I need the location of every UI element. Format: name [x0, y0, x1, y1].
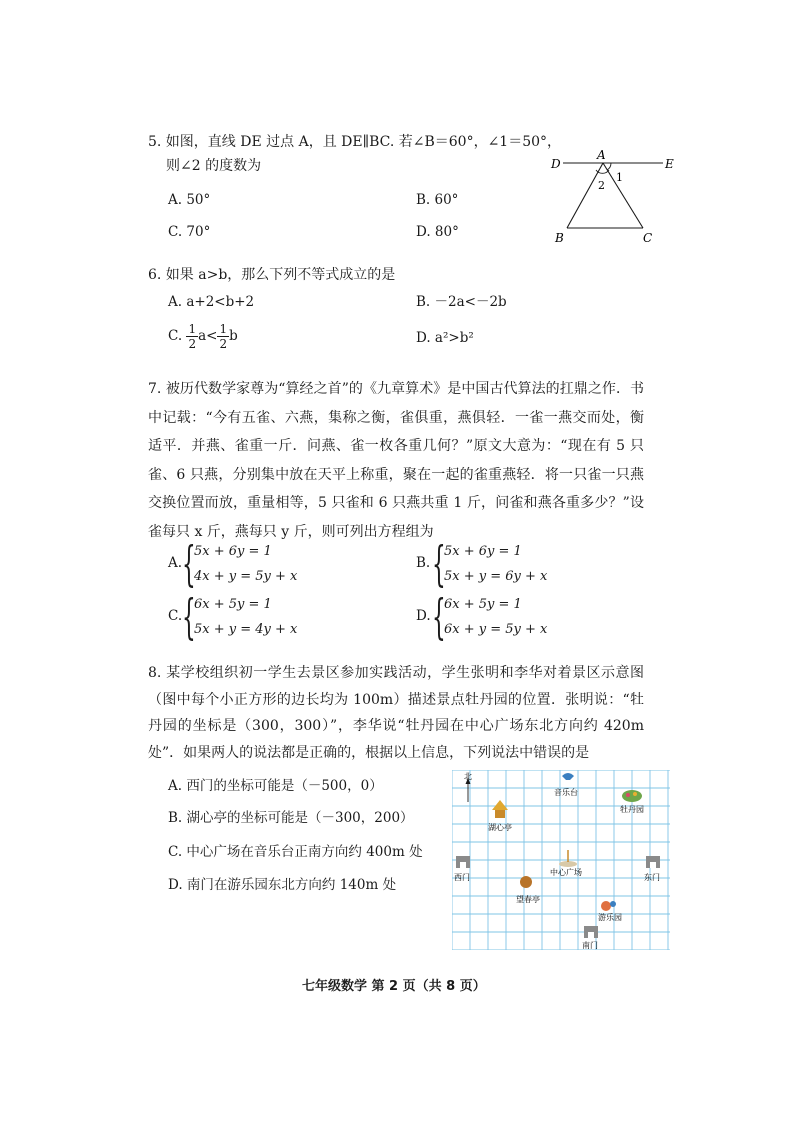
q7-c-eq1: 6x + 5y = 1 — [194, 597, 272, 612]
fig-label-2: 2 — [598, 179, 605, 192]
q7-option-c-system: { 6x + 5y = 1 5x + y = 4y + x — [182, 589, 298, 645]
q5-triangle-figure — [545, 148, 685, 248]
spring-pavilion-icon — [520, 876, 532, 888]
map-east-gate: 东门 — [644, 873, 660, 882]
q8-stem: 8. 某学校组织初一学生去景区参加实践活动，学生张明和李华对着景区示意图（图中每个小正方形的边长均为 100m）描述景点牡丹园的位置．张明说：“牡丹园的坐标是（300，300）”，李华说“牡丹园在中心广场东北方向约 420m 处”．如果两人的说法都是正确的，根据以上信息，下列说法中错误的是 — [148, 665, 644, 761]
q5-option-d: D. 80° — [416, 224, 459, 240]
q7-option-b-label: B. — [416, 555, 431, 571]
q5-stem-line2: 则∠2 的度数为 — [166, 158, 262, 174]
q5-option-b: B. 60° — [416, 192, 459, 208]
q7-d-eq1: 6x + 5y = 1 — [444, 597, 522, 612]
q7-option-d-system: { 6x + 5y = 1 6x + y = 5y + x — [432, 589, 548, 645]
q7-option-c-label: C. — [168, 608, 183, 624]
q6-fraction-2: $\frac{1}{2}$ — [219, 322, 228, 351]
q5-option-c: C. 70° — [168, 224, 211, 240]
q6-option-b: B. －2a<－2b — [416, 294, 507, 310]
q7-option-b-system: { 5x + 6y = 1 5x + y = 6y + x — [432, 536, 548, 592]
map-center-square: 中心广场 — [550, 868, 582, 877]
map-spring-pavilion: 望春亭 — [516, 895, 540, 904]
q5-stem-line1: 5. 如图，直线 DE 过点 A，且 DE∥BC. 若∠B＝60°，∠1＝50°， — [148, 134, 562, 150]
map-amusement-park: 游乐园 — [598, 913, 622, 922]
q6-option-c — [168, 322, 238, 351]
q5-option-a: A. 50° — [168, 192, 211, 208]
map-music-stage: 音乐台 — [554, 788, 578, 797]
q6-option-c-a: a< — [198, 328, 218, 344]
q6-fraction-1: $\frac{1}{2}$ — [188, 322, 197, 351]
map-south-gate: 南门 — [582, 941, 598, 950]
q6-stem: 6. 如果 a>b，那么下列不等式成立的是 — [148, 267, 396, 283]
map-lake-pavilion: 湖心亭 — [488, 823, 512, 832]
q7-b-eq2: 5x + y = 6y + x — [444, 569, 548, 584]
q7-option-a-label: A. — [168, 555, 183, 571]
page-footer: 七年级数学 第 2 页（共 8 页） — [302, 979, 486, 994]
fig-label-e: E — [665, 157, 674, 171]
q7-stem: 7. 被历代数学家尊为“算经之首”的《九章算术》是中国古代算法的扛鼎之作．书中记载：“今有五雀、六燕，集称之衡，雀俱重，燕俱轻．一雀一燕交而处，衡适平．并燕、雀重一斤．问燕、雀一枚各重几何？”原文大意为：“现在有 5 只雀、6 只燕，分别集中放在天平上称重，聚在一起的雀重燕轻．将一只雀一只燕交换位置而放，重量相等，5 只雀和 6 只燕共重 1 斤，问雀和燕各重多少？”设雀每只 x 斤，燕每只 y 斤，则可列出方程组为 — [148, 381, 644, 540]
q7-c-eq2: 5x + y = 4y + x — [194, 622, 298, 637]
peony-garden-icon — [622, 790, 642, 802]
q7-b-eq1: 5x + 6y = 1 — [444, 544, 522, 559]
map-peony-garden: 牡丹园 — [620, 805, 644, 814]
q7-a-eq2: 4x + y = 5y + x — [194, 569, 298, 584]
q8-option-a: A. 西门的坐标可能是（－500，0） — [168, 778, 383, 794]
q6-option-c-b: b — [229, 328, 238, 344]
q6-option-c-label: C. — [168, 328, 183, 344]
fig-label-1: 1 — [616, 171, 623, 184]
q8-option-b: B. 湖心亭的坐标可能是（－300，200） — [168, 810, 414, 826]
q7-option-a-system: { 5x + 6y = 1 4x + y = 5y + x — [182, 536, 298, 592]
map-west-gate: 西门 — [454, 873, 470, 882]
scenic-map — [452, 770, 670, 950]
map-north: 北 — [464, 772, 472, 781]
fig-label-d: D — [551, 157, 561, 171]
fig-label-a: A — [597, 148, 606, 162]
q6-option-d: D. a²>b² — [416, 330, 474, 346]
q8-option-c: C. 中心广场在音乐台正南方向约 400m 处 — [168, 844, 423, 860]
q7-option-d-label: D. — [416, 608, 431, 624]
fig-label-b: B — [555, 231, 564, 245]
q7-a-eq1: 5x + 6y = 1 — [194, 544, 272, 559]
amusement-park-icon — [601, 901, 611, 911]
q6-option-a: A. a+2<b+2 — [168, 294, 255, 310]
fig-label-c: C — [643, 231, 653, 245]
q7-d-eq2: 6x + y = 5y + x — [444, 622, 548, 637]
q8-option-d: D. 南门在游乐园东北方向约 140m 处 — [168, 877, 397, 893]
